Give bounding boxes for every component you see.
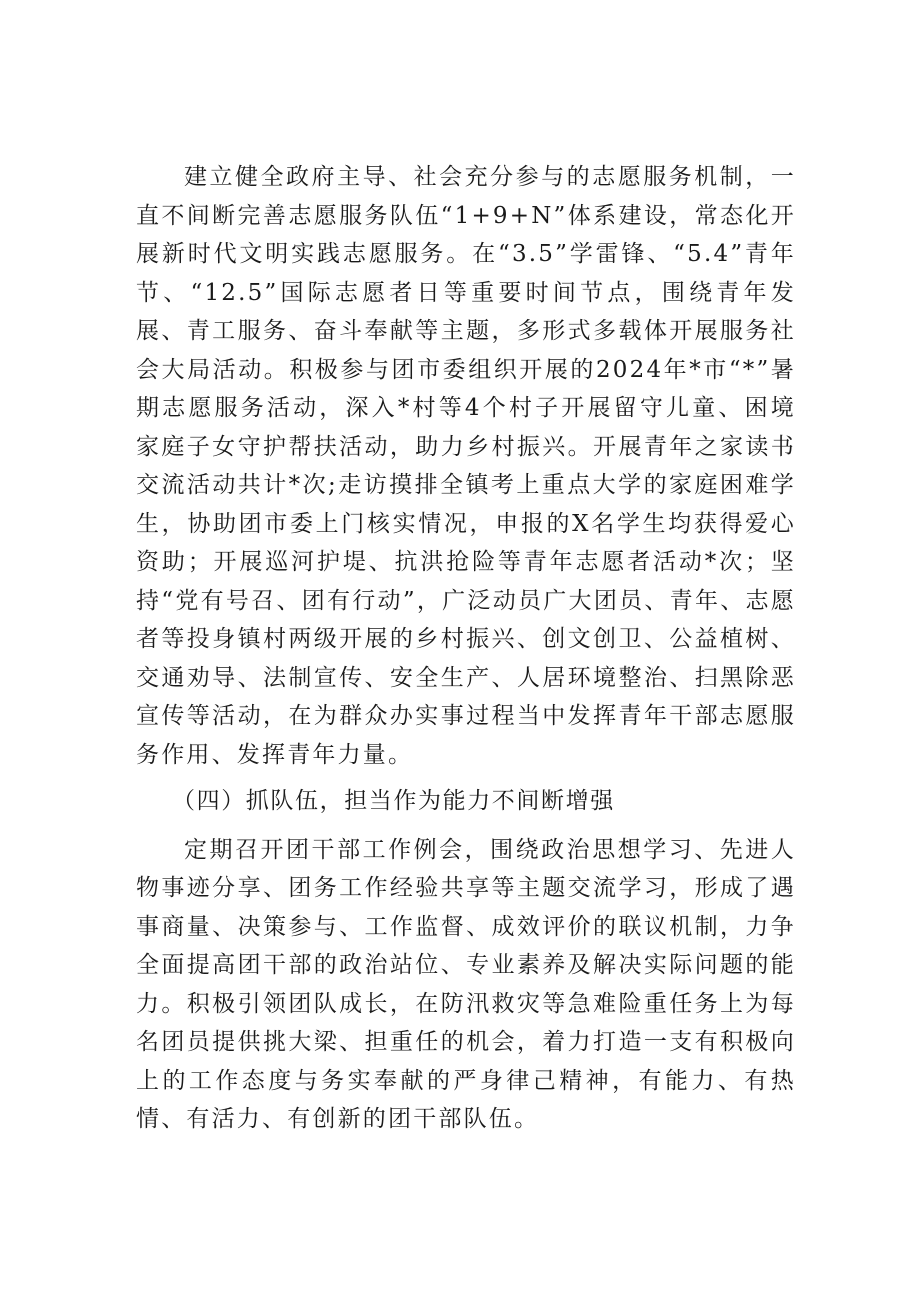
paragraph-volunteer-service: 建立健全政府主导、社会充分参与的志愿服务机制，一直不间断完善志愿服务队伍“1+9+N”体系建设，常态化开展新时代文明实践志愿服务。在“3.5”学雷锋、“5.4”青年节、“12.5”国际志愿者日等重要时间节点，围绕青年发展、青工服务、奋斗奉献等主题，多形式多载体开展服务社会大局活动。积极参与团市委组织开展的2024年*市“*”暑期志愿服务活动，深入*村等4个村子开展留守儿童、困境家庭子女守护帮扶活动，助力乡村振兴。开展青年之家读书交流活动共计*次;走访摸排全镇考上重点大学的家庭困难学生，协助团市委上门核实情况，申报的X名学生均获得爱心资助；开展巡河护堤、抗洪抢险等青年志愿者活动*次；坚持“党有号召、团有行动”，广泛动员广大团员、青年、志愿者等投身镇村两级开展的乡村振兴、创文创卫、公益植树、交通劝导、法制宣传、安全生产、人居环境整治、扫黑除恶宣传等活动，在为群众办实事过程当中发挥青年干部志愿服务作用、发挥青年力量。	[136, 164, 796, 768]
paragraph-team-building: 定期召开团干部工作例会，围绕政治思想学习、先进人物事迹分享、团务工作经验共享等主题交流学习，形成了遇事商量、决策参与、工作监督、成效评价的联议机制，力争全面提高团干部的政治站位、专业素养及解决实际问题的能力。积极引领团队成长，在防汛救灾等急难险重任务上为每名团员提供挑大梁、担重任的机会，着力打造一支有积极向上的工作态度与务实奉献的严身律己精神，有能力、有热情、有活力、有创新的团干部队伍。	[136, 836, 796, 1132]
section-heading-4: （四）抓队伍，担当作为能力不间断增强	[172, 788, 615, 814]
document-body	[136, 158, 796, 1139]
